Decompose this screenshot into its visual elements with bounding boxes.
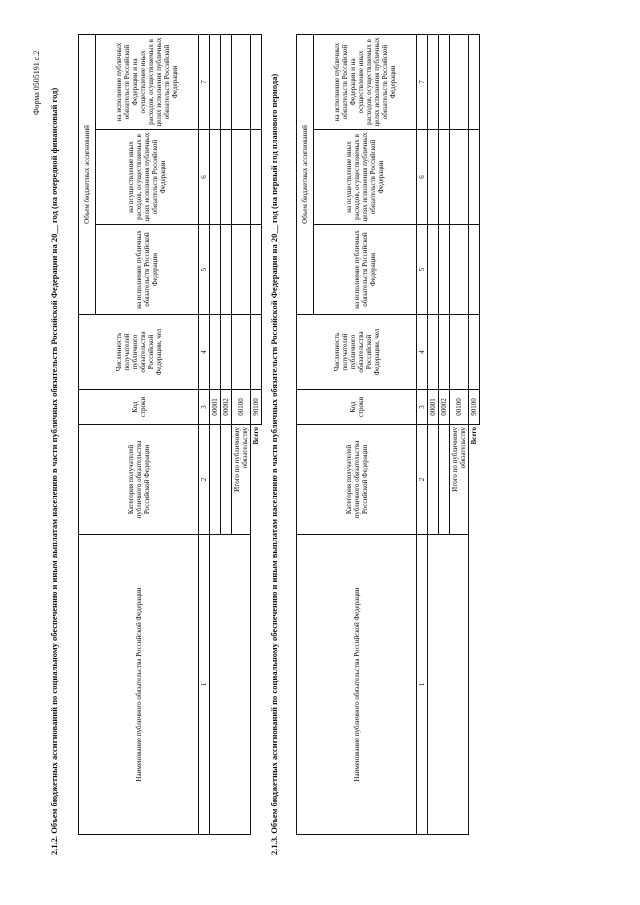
- total-code: 90100: [251, 390, 262, 425]
- section-title-2-1-2: 2.1.2. Объем бюджетных ассигнований по социальному обеспечению и иным выплатам населению в части публичных обязательств Российской Федерации на 20__ год (на очередной финансовый год): [49, 87, 59, 855]
- cell-exec[interactable]: [439, 225, 450, 315]
- header-other-expenses: на осуществление иных расходов, осуществляемых в целях исполнения публичных обязательств Российской Федерации: [314, 130, 417, 225]
- cell-total[interactable]: [428, 34, 439, 129]
- cell-other[interactable]: [469, 130, 480, 225]
- cell-other[interactable]: [251, 130, 262, 225]
- subtotal-code: 00100: [450, 390, 469, 425]
- header-exec-obligations: на исполнение публичных обязательств Российской Федерации: [314, 225, 417, 315]
- cell-category[interactable]: [428, 425, 439, 535]
- cell-exec[interactable]: [469, 225, 480, 315]
- header-allocations-group: Объем бюджетных ассигнований: [79, 34, 96, 314]
- cell-other[interactable]: [439, 130, 450, 225]
- header-row-code: Код строки: [297, 390, 417, 425]
- cell-total[interactable]: [232, 34, 251, 129]
- col-number: 2: [417, 425, 428, 535]
- col-number: 6: [417, 130, 428, 225]
- total-label: Всего: [252, 427, 261, 445]
- col-number: 7: [417, 34, 428, 129]
- col-number: 4: [199, 315, 210, 390]
- header-recipient-count: Численность получателей публичного обязательства Российской Федерации, чел: [297, 315, 417, 390]
- cell-total[interactable]: [439, 34, 450, 129]
- header-obligation-name: Наименование публичного обязательства Российской Федерации: [79, 535, 199, 835]
- subtotal-label: Итого по публичному обязательству: [450, 425, 469, 535]
- header-exec-and-other: на исполнение публичных обязательств Российской Федерации и на осуществление иных расходов, осуществляемых в целях исполнения публичных обязательств Российской Федерации: [314, 34, 417, 129]
- cell-count[interactable]: [251, 315, 262, 390]
- header-obligation-name: Наименование публичного обязательства Российской Федерации: [297, 535, 417, 835]
- cell-category[interactable]: [439, 425, 450, 535]
- col-number: 4: [417, 315, 428, 390]
- cell-row-code: 00002: [221, 390, 232, 425]
- allocations-table-first-plan-year: [296, 34, 480, 835]
- header-other-expenses: на осуществление иных расходов, осуществляемых в целях исполнения публичных обязательств Российской Федерации: [96, 130, 199, 225]
- col-number: 5: [417, 225, 428, 315]
- section-title-2-1-3: 2.1.3. Объем бюджетных ассигнований по социальному обеспечению и иным выплатам населению в части публичных обязательств Российской Федерации на 20__ год (на первый год планового периода): [269, 73, 279, 855]
- cell-obligation-name[interactable]: [428, 535, 469, 835]
- cell-obligation-name[interactable]: [210, 535, 251, 835]
- col-number: 2: [199, 425, 210, 535]
- cell-count[interactable]: [210, 315, 221, 390]
- header-recipient-count: Численность получателей публичного обязательства Российской Федерации, чел: [79, 315, 199, 390]
- cell-count[interactable]: [469, 315, 480, 390]
- cell-other[interactable]: [428, 130, 439, 225]
- total-label: Всего: [470, 427, 479, 445]
- cell-total[interactable]: [469, 34, 480, 129]
- col-number: 1: [199, 535, 210, 835]
- form-code: Форма 0505191 с.2: [32, 50, 41, 115]
- total-code: 90100: [469, 390, 480, 425]
- cell-exec[interactable]: [232, 225, 251, 315]
- header-recipient-category: Категория получателей публичного обязательства Российской Федерации: [297, 425, 417, 535]
- cell-exec[interactable]: [428, 225, 439, 315]
- cell-count[interactable]: [232, 315, 251, 390]
- header-exec-obligations: на исполнение публичных обязательств Российской Федерации: [96, 225, 199, 315]
- header-recipient-category: Категория получателей публичного обязательства Российской Федерации: [79, 425, 199, 535]
- cell-exec[interactable]: [251, 225, 262, 315]
- col-number: 3: [417, 390, 428, 425]
- cell-other[interactable]: [221, 130, 232, 225]
- cell-row-code: 00001: [428, 390, 439, 425]
- subtotal-code: 00100: [232, 390, 251, 425]
- allocations-table-current-year: [78, 34, 262, 835]
- cell-category[interactable]: [210, 425, 221, 535]
- cell-row-code: 00002: [439, 390, 450, 425]
- cell-total[interactable]: [251, 34, 262, 129]
- cell-total[interactable]: [450, 34, 469, 129]
- cell-other[interactable]: [232, 130, 251, 225]
- cell-exec[interactable]: [221, 225, 232, 315]
- col-number: 7: [199, 34, 210, 129]
- cell-exec[interactable]: [450, 225, 469, 315]
- header-exec-and-other: на исполнение публичных обязательств Российской Федерации и на осуществление иных расходов, осуществляемых в целях исполнения публичных обязательств Российской Федерации: [96, 34, 199, 129]
- cell-count[interactable]: [221, 315, 232, 390]
- cell-total[interactable]: [221, 34, 232, 129]
- col-number: 1: [417, 535, 428, 835]
- col-number: 3: [199, 390, 210, 425]
- cell-total[interactable]: [210, 34, 221, 129]
- header-row-code: Код строки: [79, 390, 199, 425]
- cell-count[interactable]: [428, 315, 439, 390]
- header-allocations-group: Объем бюджетных ассигнований: [297, 34, 314, 314]
- col-number: 5: [199, 225, 210, 315]
- cell-exec[interactable]: [210, 225, 221, 315]
- cell-row-code: 00001: [210, 390, 221, 425]
- cell-other[interactable]: [450, 130, 469, 225]
- cell-other[interactable]: [210, 130, 221, 225]
- subtotal-label: Итого по публичному обязательству: [232, 425, 251, 535]
- cell-count[interactable]: [450, 315, 469, 390]
- cell-count[interactable]: [439, 315, 450, 390]
- cell-category[interactable]: [221, 425, 232, 535]
- col-number: 6: [199, 130, 210, 225]
